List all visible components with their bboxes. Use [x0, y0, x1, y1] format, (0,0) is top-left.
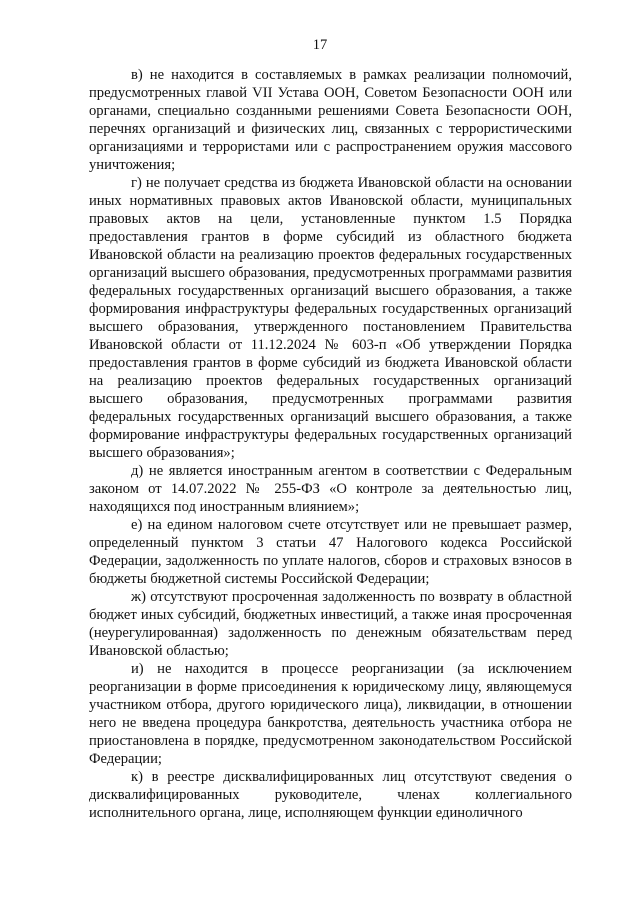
paragraph-k: к) в реестре дисквалифицированных лиц отсутствуют сведения о дисквалифицированных руководителе, членах коллегиального исполнительного органа, лице, исполняющем функции единоличного — [89, 769, 572, 821]
document-body — [89, 66, 572, 822]
paragraph-zh: ж) отсутствуют просроченная задолженность по возврату в областной бюджет иных субсидий, бюджетных инвестиций, а также иная просроченная (неурегулированная) задолженность по денежным обязательствам перед Ивановской областью; — [89, 589, 572, 659]
paragraph-v: в) не находится в составляемых в рамках реализации полномочий, предусмотренных главой VII Устава ООН, Советом Безопасности ООН или органами, специально созданными решениями Совета Безопасности ООН, перечнях организаций и физических лиц, связанных с террористическими организациями и террористами или с распространением оружия массового уничтожения; — [89, 67, 572, 173]
paragraph-i: и) не находится в процессе реорганизации (за исключением реорганизации в форме присоединения к юридическому лицу, являющемуся участником отбора, другого юридического лица), ликвидации, в отношении него не введена процедура банкротства, деятельность участника отбора не приостановлена в порядке, предусмотренном законодательством Российской Федерации; — [89, 661, 572, 767]
paragraph-d: д) не является иностранным агентом в соответствии с Федеральным законом от 14.07.2022 № 255-ФЗ «О контроле за деятельностью лиц, находящихся под иностранным влиянием»; — [89, 463, 572, 515]
paragraph-g: г) не получает средства из бюджета Ивановской области на основании иных нормативных правовых актов Ивановской области, муниципальных правовых актов на цели, установленные пунктом 1.5 Порядка предоставления грантов в форме субсидий из областного бюджета Ивановской области на реализацию проектов федеральных государственных организаций высшего образования, предусмотренных программами развития федеральных государственных организаций высшего образования, а также формирования инфраструктуры федеральных государственных организаций высшего образования, утвержденного постановлением Правительства Ивановской области от 11.12.2024 № 603-п «Об утверждении Порядка предоставления грантов в форме субсидий из бюджета Ивановской области на реализацию проектов федеральных государственных организаций высшего образования, предусмотренных программами развития федеральных государственных организаций высшего образования, а также формирование инфраструктуры федеральных государственных организаций высшего образования»; — [89, 175, 572, 461]
page-number: 17 — [312, 37, 328, 53]
paragraph-e: е) на едином налоговом счете отсутствует или не превышает размер, определенный пунктом 3 статьи 47 Налогового кодекса Российской Федерации, задолженность по уплате налогов, сборов и страховых взносов в бюджеты бюджетной системы Российской Федерации; — [89, 517, 572, 587]
